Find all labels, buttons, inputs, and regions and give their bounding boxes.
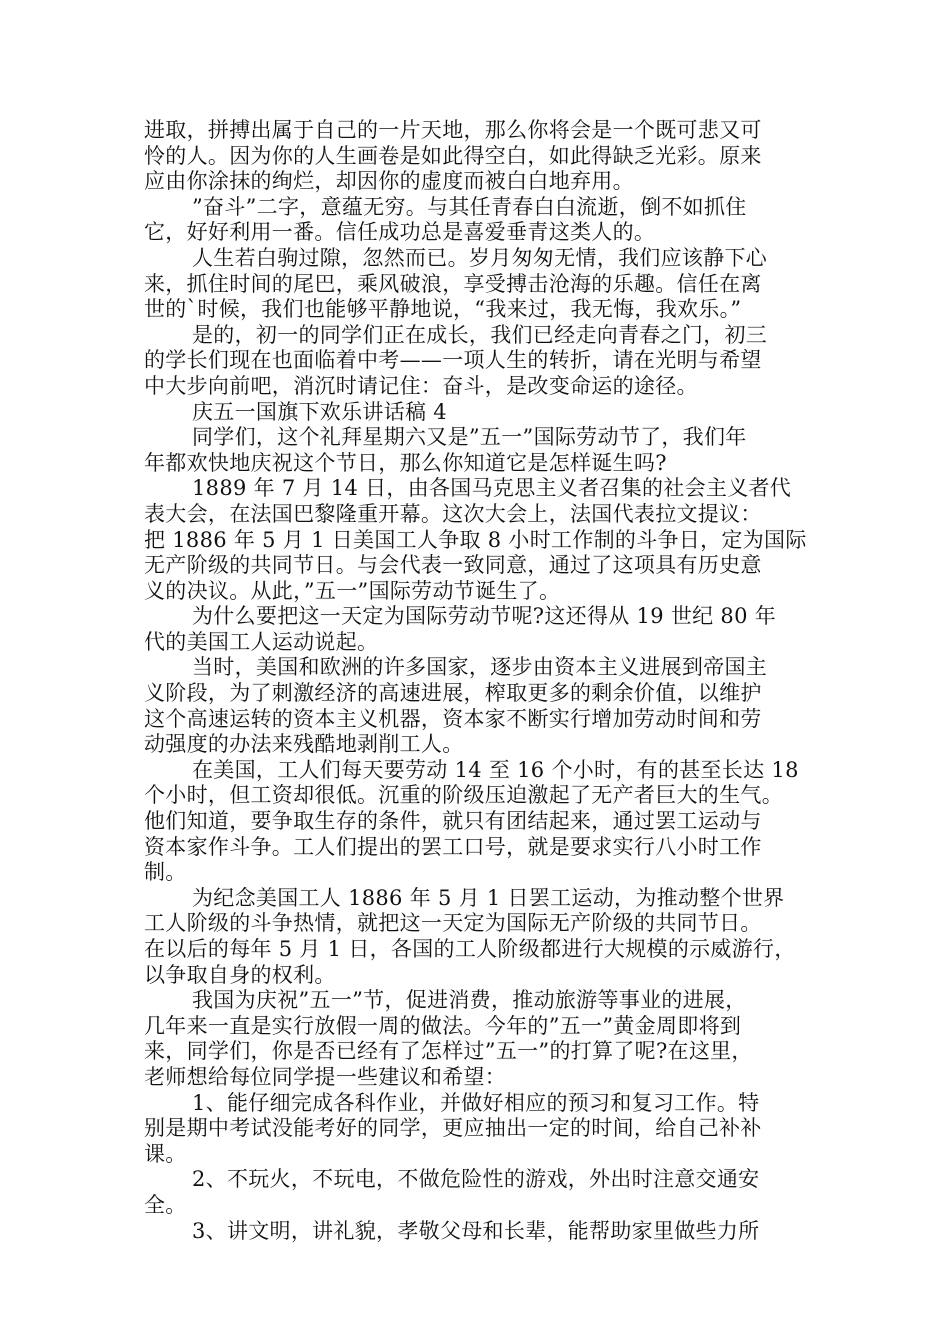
text-line: 表大会，在法国巴黎隆重开幕。这次大会上，法国代表拉文提议： xyxy=(144,501,762,526)
text-line: 动强度的办法来残酷地剥削工人。 xyxy=(144,732,464,757)
text-line: 当时，美国和欧洲的许多国家，逐步由资本主义进展到帝国主 xyxy=(192,655,768,680)
text-line: 课。 xyxy=(144,1141,187,1166)
text-line: 为纪念美国工人 1886 年 5 月 1 日罢工运动，为推动整个世界 xyxy=(192,885,785,910)
text-line: 个小时，但工资却很低。沉重的阶级压迫激起了无产者巨大的生气。 xyxy=(144,783,783,808)
text-line: 庆五一国旗下欢乐讲话稿 4 xyxy=(192,399,447,424)
text-line: 几年来一直是实行放假一周的做法。今年的”五一”黄金周即将到 xyxy=(144,1013,742,1038)
text-line: 无产阶级的共同节日。与会代表一致同意，通过了这项具有历史意 xyxy=(144,553,762,578)
text-line: 怜的人。因为你的人生画卷是如此得空白，如此得缺乏光彩。原来 xyxy=(144,143,762,168)
text-line: 进取，拼搏出属于自己的一片天地，那么你将会是一个既可悲又可 xyxy=(144,118,762,142)
text-line: 3、讲文明，讲礼貌，孝敬父母和长辈，能帮助家里做些力所 xyxy=(192,1218,760,1243)
text-line: 制。 xyxy=(144,860,187,885)
text-line: 他们知道，要争取生存的条件，就只有团结起来，通过罢工运动与 xyxy=(144,809,762,834)
text-line: 我国为庆祝”五一”节，促进消费，推动旅游等事业的进展， xyxy=(192,988,747,1013)
text-line: 的学长们现在也面临着中考——一项人生的转折，请在光明与希望 xyxy=(144,348,762,373)
text-line: 1、能仔细完成各科作业，并做好相应的预习和复习工作。特 xyxy=(192,1090,760,1115)
text-line: 工人阶级的斗争热情，就把这一天定为国际无产阶级的共同节日。 xyxy=(144,911,762,936)
text-line: 把 1886 年 5 月 1 日美国工人争取 8 小时工作制的斗争日，定为国际 xyxy=(144,527,807,552)
text-line: 义的决议。从此，”五一”国际劳动节诞生了。 xyxy=(144,578,561,603)
document-page xyxy=(144,118,814,1244)
text-line: 1889 年 7 月 14 日，由各国马克思主义者召集的社会主义者代 xyxy=(192,476,792,501)
text-line: 来，同学们，你是否已经有了怎样过”五一”的打算了呢?在这里， xyxy=(144,1039,753,1064)
text-line: 别是期中考试没能考好的同学，更应抽出一定的时间，给自己补补 xyxy=(144,1116,762,1141)
text-line: 为什么要把这一天定为国际劳动节呢?这还得从 19 世纪 80 年 xyxy=(192,604,777,629)
text-line: 在美国，工人们每天要劳动 14 至 16 个小时，有的甚至长达 18 xyxy=(192,757,799,782)
text-line: 应由你涂抹的绚烂，却因你的虚度而被白白地弃用。 xyxy=(144,169,634,194)
text-line: 人生若白驹过隙，忽然而已。岁月匆匆无情，我们应该静下心 xyxy=(192,245,768,270)
text-line: 中大步向前吧，消沉时请记住：奋斗，是改变命运的途径。 xyxy=(144,373,698,398)
text-line: 它，好好利用一番。信任成功总是喜爱垂青这类人的。 xyxy=(144,220,656,245)
text-line: ”奋斗”二字，意蕴无穷。与其任青春白白流逝，倒不如抓住 xyxy=(192,194,747,219)
text-line: 同学们，这个礼拜星期六又是”五一”国际劳动节了，我们年 xyxy=(192,425,747,450)
text-line: 世的`时候，我们也能够平静地说，“我来过，我无悔，我欢乐。” xyxy=(144,297,742,322)
text-line: 义阶段，为了刺激经济的高速进展，榨取更多的剩余价值，以维护 xyxy=(144,681,762,706)
text-line: 资本家作斗争。工人们提出的罢工口号，就是要求实行八小时工作 xyxy=(144,834,762,859)
text-line: 老师想给每位同学提一些建议和希望： xyxy=(144,1064,507,1089)
text-line: 代的美国工人运动说起。 xyxy=(144,629,379,654)
text-line: 全。 xyxy=(144,1192,187,1217)
text-line: 年都欢快地庆祝这个节日，那么你知道它是怎样诞生吗? xyxy=(144,450,667,475)
text-line: 2、不玩火，不玩电，不做危险性的游戏，外出时注意交通安 xyxy=(192,1167,760,1192)
text-line: 来，抓住时间的尾巴，乘风破浪，享受搏击沧海的乐趣。信任在离 xyxy=(144,271,762,296)
text-line: 以争取自身的权利。 xyxy=(144,962,336,987)
text-line: 这个高速运转的资本主义机器，资本家不断实行增加劳动时间和劳 xyxy=(144,706,762,731)
text-line: 在以后的每年 5 月 1 日，各国的工人阶级都进行大规模的示威游行， xyxy=(144,937,796,961)
text-line: 是的，初一的同学们正在成长，我们已经走向青春之门，初三 xyxy=(192,322,768,347)
